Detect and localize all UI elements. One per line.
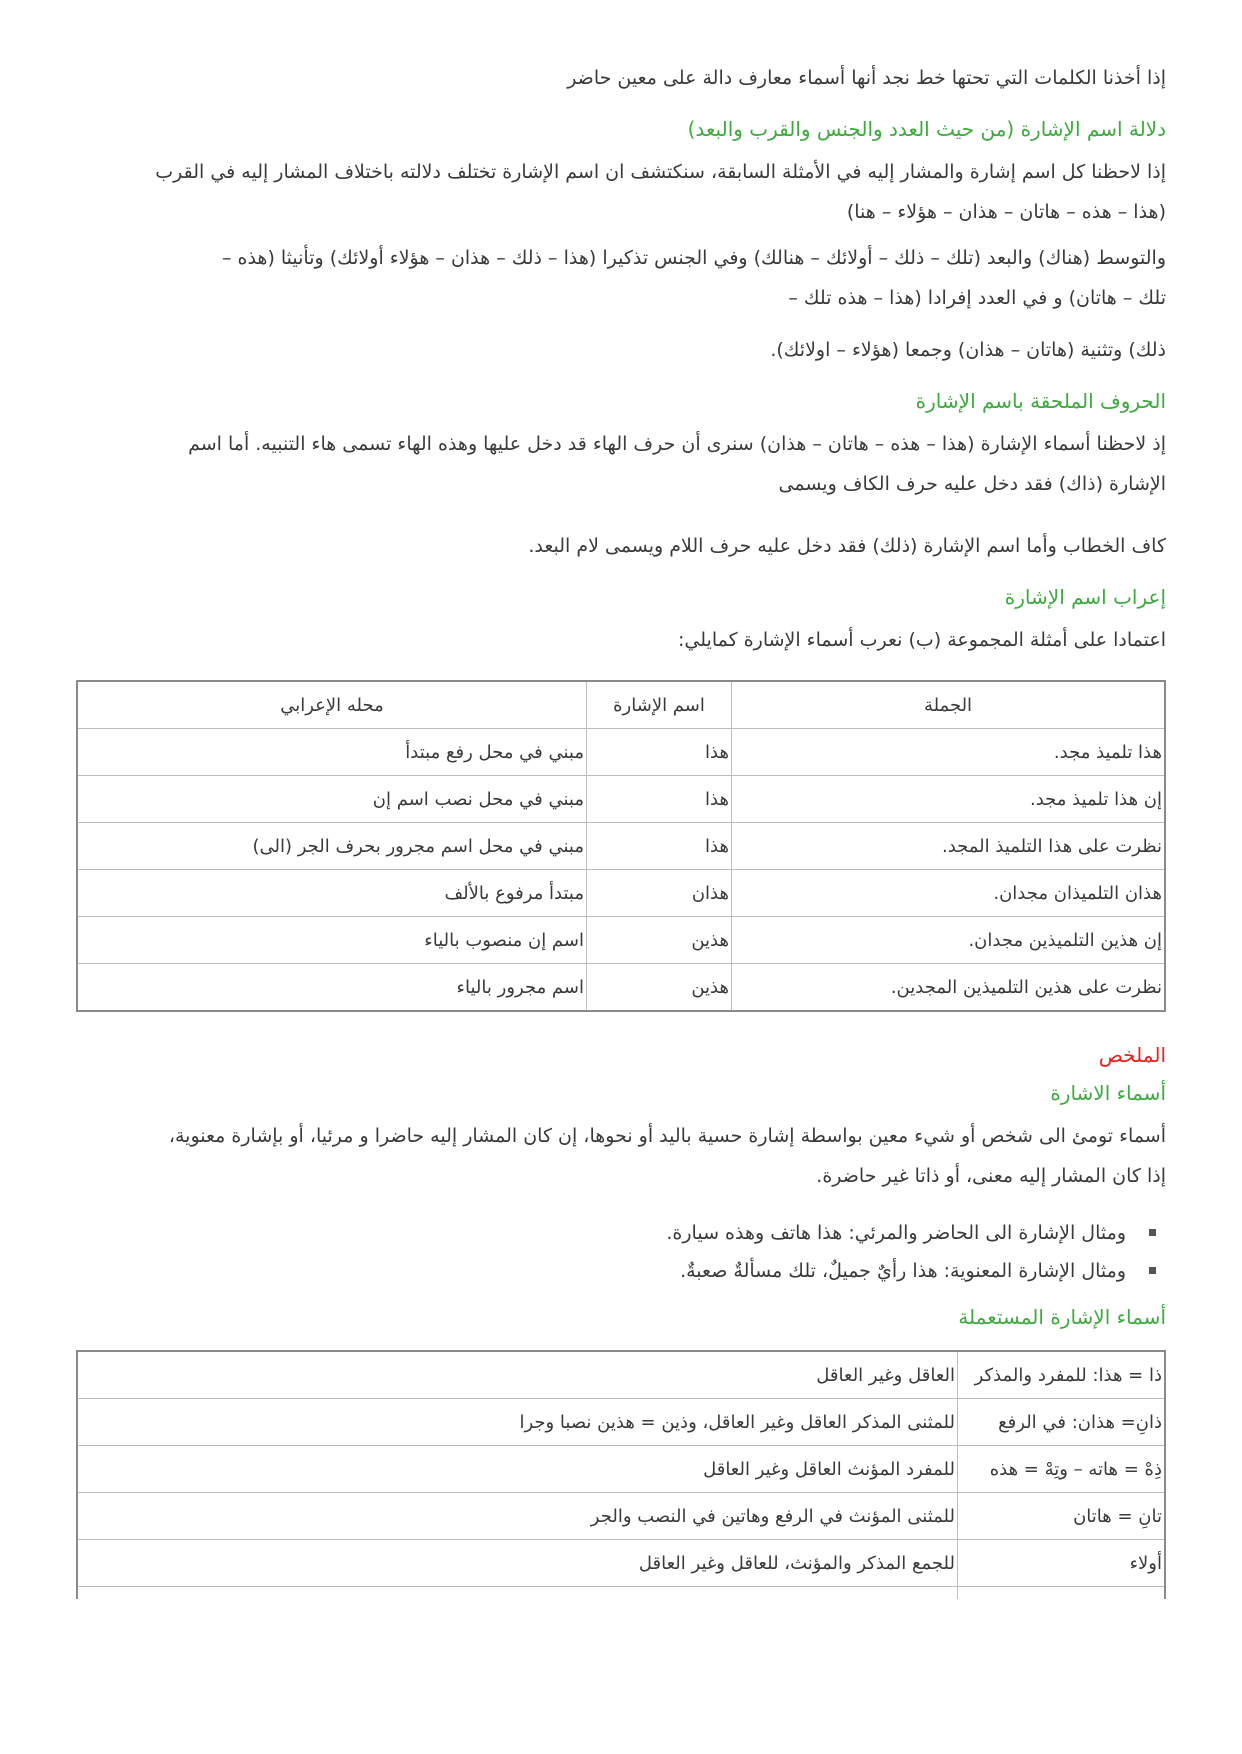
cell-demonstrative: هذين [587,917,732,964]
summary-bullet-list [76,1214,1166,1290]
list-item [76,1214,1126,1252]
parsing-table [76,680,1166,1012]
cell-name: أولاء [958,1540,1166,1587]
meaning-paragraph-line: والتوسط (هناك) والبعد (تلك – ذلك – أولائك – هنالك) وفي الجنس تذكيرا (هذا – ذلك – هذان – هؤلاء أولائك) وتأنيثا (هذه – [221,247,1166,269]
cell-usage: للمفرد المؤنث العاقل وغير العاقل [77,1446,958,1493]
meaning-heading: دلالة اسم الإشارة (من حيث العدد والجنس والقرب والبعد) [687,117,1166,141]
cell-sentence: نظرت على هذين التلميذين المجدين. [732,964,1166,1012]
cell-parsing: مبني في محل اسم مجرور بحرف الجر (الى) [77,823,587,870]
table-header-row [77,681,1165,729]
cell-parsing: مبني في محل رفع مبتدأ [77,729,587,776]
table-row [77,1540,1165,1587]
cell-parsing: مبتدأ مرفوع بالألف [77,870,587,917]
summary-paragraph-line: أسماء تومئ الى شخص أو شيء معين بواسطة إشارة حسية باليد أو نحوها، إن كان المشار إليه حاضرا و مرئيا، أو بإشارة معنوية، [168,1125,1166,1147]
cell-demonstrative: هذين [587,964,732,1012]
square-bullet-icon [1149,1267,1156,1274]
cell-usage: العاقل وغير العاقل [77,1351,958,1399]
table-row [77,917,1165,964]
meaning-paragraph-line: تلك – هاتان) و في العدد إفرادا (هذا – هذه تلك – [788,287,1166,309]
cell-parsing: اسم إن منصوب بالياء [77,917,587,964]
cell-usage: للمثنى المذكر العاقل وغير العاقل، وذين = هذين نصبا وجرا [77,1399,958,1446]
cell-sentence: هذان التلميذان مجدان. [732,870,1166,917]
cell-name: ذانِ= هذان: في الرفع [958,1399,1166,1446]
column-header-sentence: الجملة [732,681,1166,729]
cell-demonstrative: هذان [587,870,732,917]
cell-sentence: هذا تلميذ مجد. [732,729,1166,776]
table-row [77,823,1165,870]
meaning-paragraph-line: ذلك) وتثنية (هاتان – هذان) وجمعا (هؤلاء – اولائك). [770,339,1166,361]
table-row [77,776,1165,823]
document-page [76,58,1166,1599]
table-row-truncated [77,1587,1165,1600]
list-item-text: ومثال الإشارة المعنوية: هذا رأيٌ جميلٌ، تلك مسألةٌ صعبةٌ. [680,1260,1126,1282]
cell-demonstrative: هذا [587,729,732,776]
cell-sentence: إن هذين التلميذين مجدان. [732,917,1166,964]
cell-usage: للمثنى المؤنث في الرفع وهاتين في النصب والجر [77,1493,958,1540]
cell-name: تانِ = هاتان [958,1493,1166,1540]
parsing-intro: اعتمادا على أمثلة المجموعة (ب) نعرب أسماء الإشارة كمايلي: [678,629,1166,651]
cell-usage: للجمع المذكر والمؤنث، للعاقل وغير العاقل [77,1540,958,1587]
used-names-table [76,1350,1166,1599]
table-row [77,1399,1165,1446]
column-header-demonstrative: اسم الإشارة [587,681,732,729]
cell-parsing: مبني في محل نصب اسم إن [77,776,587,823]
summary-heading: الملخص [1098,1043,1166,1067]
cell-demonstrative: هذا [587,776,732,823]
meaning-paragraph-line: (هذا – هذه – هاتان – هذان – هؤلاء – هنا) [846,201,1166,223]
letters-heading: الحروف الملحقة باسم الإشارة [915,389,1166,413]
table-row [77,1351,1165,1399]
parsing-heading: إعراب اسم الإشارة [1004,585,1166,609]
letters-paragraph-line: إذ لاحظنا أسماء الإشارة (هذا – هذه – هاتان – هذان) سنرى أن حرف الهاء قد دخل عليها وهذه الهاء تسمى هاء التنبيه. أما اسم [188,433,1166,455]
table-row [77,964,1165,1012]
letters-paragraph-line: الإشارة (ذاك) فقد دخل عليه حرف الكاف ويسمى [778,473,1166,495]
intro-paragraph: إذا أخذنا الكلمات التي تحتها خط نجد أنها أسماء معارف دالة على معين حاضر [567,67,1166,89]
column-header-parsing: محله الإعرابي [77,681,587,729]
letters-paragraph-line: كاف الخطاب وأما اسم الإشارة (ذلك) فقد دخل عليه حرف اللام ويسمى لام البعد. [528,535,1166,557]
cell-parsing: اسم مجرور بالياء [77,964,587,1012]
used-names-heading: أسماء الإشارة المستعملة [958,1305,1166,1329]
meaning-paragraph-line: إذا لاحظنا كل اسم إشارة والمشار إليه في الأمثلة السابقة، سنكتشف ان اسم الإشارة تختلف دلالته باختلاف المشار إليه في القرب [155,161,1166,183]
list-item [76,1252,1126,1290]
table-row [77,1446,1165,1493]
table-row [77,870,1165,917]
table-row [77,1493,1165,1540]
cell-sentence: نظرت على هذا التلميذ المجد. [732,823,1166,870]
table-row [77,729,1165,776]
cell-demonstrative: هذا [587,823,732,870]
list-item-text: ومثال الإشارة الى الحاضر والمرئي: هذا هاتف وهذه سيارة. [666,1222,1126,1244]
summary-subheading: أسماء الاشارة [1050,1081,1166,1105]
cell-sentence: إن هذا تلميذ مجد. [732,776,1166,823]
cell-name: ذا = هذا: للمفرد والمذكر [958,1351,1166,1399]
cell-name: ذِهْ = هاته – وتِهْ = هذه [958,1446,1166,1493]
summary-paragraph-line: إذا كان المشار إليه معنى، أو ذاتا غير حاضرة. [816,1165,1166,1187]
square-bullet-icon [1149,1229,1156,1236]
